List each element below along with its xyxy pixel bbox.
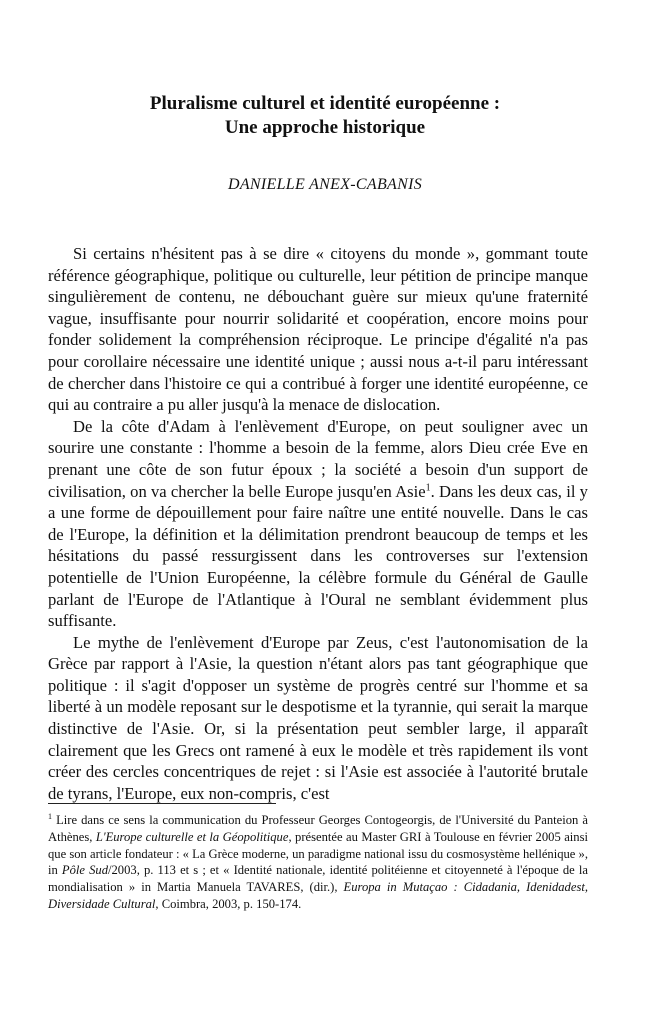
paragraph-3: Le mythe de l'enlèvement d'Europe par Zeus, c'est l'autonomisation de la Grèce par rapport à l'Asie, la question n'étant alors pas tant géographique que politique : il s'agit d'opposer un système de progrès centré sur l'homme et sa liberté à un modèle reposant sur le despotisme et la tyrannie, qui serait la marque distinctive de l'Asie. Or, si la présentation peut sembler large, il apparaît clairement que les Grecs ont ramené à eux le modèle et très rapidement ils vont créer des cercles concentriques de rejet : si l'Asie est associée à l'autorité brutale de tyrans, l'Europe, eux non-compris, c'est bbox=[48, 632, 588, 803]
footnote-reference: 1 bbox=[425, 482, 431, 493]
body-text bbox=[48, 243, 588, 804]
paragraph-1: Si certains n'hésitent pas à se dire « citoyens du monde », gommant toute référence géographique, politique ou culturelle, leur pétition de principe manque singulièrement de contenu, ne débouchant guère sur mieux qu'une fraternité vague, insuffisante pour nourrir solidarité et coopération, encore moins pour fonder solidement la compréhension réciproque. Le principe d'égalité n'a pas pour corollaire nécessaire une identité unique ; aussi nous a-t-il paru intéressant de chercher dans l'histoire ce qui a contribué à forger une identité européenne, ce qui au contraire a pu aller jusqu'à la menace de dislocation. bbox=[48, 244, 588, 415]
paper-title-line-1: Pluralisme culturel et identité européenne : bbox=[149, 93, 501, 114]
paragraph-2 bbox=[48, 416, 588, 632]
footnote-text-4: , Coimbra, 2003, p. 150-174. bbox=[155, 896, 302, 911]
paragraph-2-text-b: . Dans les deux cas, il y a une forme de dépouillement pour faire naître une entité nouvelle. Dans le cas de l'Europe, la définition et la délimitation prendront beaucoup de temps et les hésitations du passé ressurgissent dans les controverses sur l'extension potentielle de l'Union Européenne, la célèbre formule du Général de Gaulle parlant de l'Europe de l'Atlantique à l'Oural ne semblant évidemment plus suffisante. bbox=[48, 481, 588, 631]
footnote-text-2: , présentée au Master GRI à Toulouse en février 2005 ainsi que son article fondateur : « La Grèce moderne, un paradigme national issu du cosmosystème hellénique », in bbox=[48, 829, 588, 878]
paragraph-2-text-a: De la côte d'Adam à l'enlèvement d'Europe, on peut souligner avec un sourire une constante : l'homme a besoin de la femme, alors Dieu crée Eve en prenant une côte de son futur époux ; la société a besoin d'un support de civilisation, on va chercher la belle Europe jusqu'en Asie bbox=[48, 416, 588, 501]
footnote-text-3: /2003, p. 113 et s ; et « Identité nationale, identité politéienne et citoyenneté à l'époque de la mondialisation » in Martia Manuela TAVARES, (dir.), bbox=[48, 863, 588, 895]
footnote-italic-2: Pôle Sud bbox=[61, 863, 109, 878]
footnote bbox=[48, 812, 588, 913]
author-name: DANIELLE ANEX-CABANIS bbox=[228, 176, 422, 193]
footnote-divider bbox=[48, 803, 276, 804]
footnote-text-1: Lire dans ce sens la communication du Professeur Georges Contogeorgis, de l'Université du Panteion à Athènes, bbox=[48, 813, 588, 844]
paper-title-line-2: Une approche historique bbox=[224, 117, 426, 138]
footnote-number: 1 bbox=[48, 811, 52, 821]
footnote-italic-1: L'Europe culturelle et la Géopolitique bbox=[95, 829, 289, 844]
footnote-italic-3: Europa in Mutaçao : Cidadania, Idenidadest, Diversidade Cultural bbox=[48, 880, 588, 911]
